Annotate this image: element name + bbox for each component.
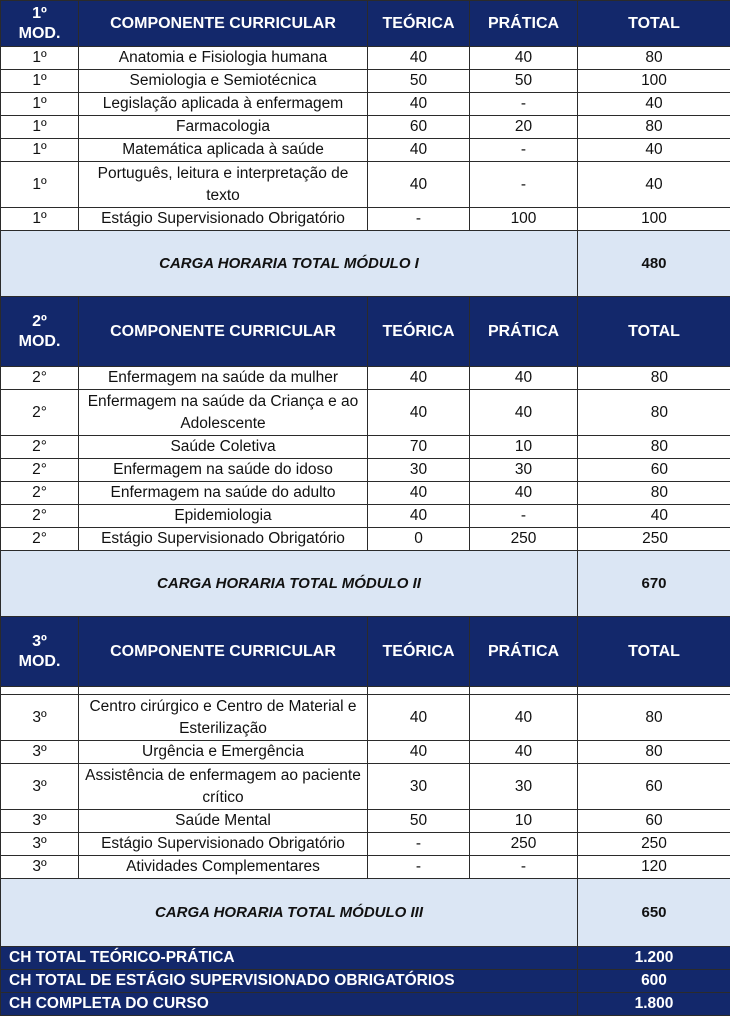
total-cell: 80 [578, 741, 730, 764]
teorica-cell: - [368, 208, 470, 231]
module-cell: 2° [1, 367, 79, 390]
spacer-cell [470, 687, 578, 695]
module-header-row [1, 617, 730, 687]
table-row [1, 764, 730, 810]
pratica-cell: - [470, 93, 578, 116]
teorica-header: TEÓRICA [368, 1, 470, 47]
module-cell: 2° [1, 505, 79, 528]
teorica-header: TEÓRICA [368, 297, 470, 367]
table-row [1, 47, 730, 70]
table-row [1, 208, 730, 231]
spacer-cell [578, 687, 730, 695]
componente-header: COMPONENTE CURRICULAR [79, 1, 368, 47]
module-summary-row [1, 879, 730, 947]
module-number-header [1, 617, 79, 687]
componente-cell: Assistência de enfermagem ao paciente crítico [79, 764, 368, 810]
module-abbrev: MOD. [18, 652, 61, 670]
total-cell: 40 [578, 162, 730, 208]
module-cell: 2° [1, 390, 79, 436]
pratica-cell: 40 [470, 47, 578, 70]
table-row [1, 741, 730, 764]
total-header: TOTAL [578, 617, 730, 687]
total-cell: 60 [578, 810, 730, 833]
componente-cell: Saúde Coletiva [79, 436, 368, 459]
course-total-label: CH TOTAL DE ESTÁGIO SUPERVISIONADO OBRIGATÓRIOS [1, 970, 578, 993]
teorica-header: TEÓRICA [368, 617, 470, 687]
componente-cell: Urgência e Emergência [79, 741, 368, 764]
pratica-cell: 20 [470, 116, 578, 139]
pratica-cell: - [470, 139, 578, 162]
teorica-cell: 40 [368, 367, 470, 390]
module-summary-total: 670 [578, 551, 730, 617]
pratica-cell: - [470, 162, 578, 208]
module-cell: 3º [1, 810, 79, 833]
teorica-cell: 40 [368, 390, 470, 436]
module-cell: 3º [1, 741, 79, 764]
pratica-header: PRÁTICA [470, 297, 578, 367]
teorica-cell: 40 [368, 162, 470, 208]
total-cell: 80 [578, 116, 730, 139]
course-total-row [1, 993, 730, 1016]
pratica-cell: 250 [470, 528, 578, 551]
componente-cell: Estágio Supervisionado Obrigatório [79, 528, 368, 551]
pratica-cell: 30 [470, 764, 578, 810]
teorica-cell: 40 [368, 47, 470, 70]
teorica-cell: 40 [368, 139, 470, 162]
pratica-cell: 30 [470, 459, 578, 482]
componente-cell: Centro cirúrgico e Centro de Material e Esterilização [79, 695, 368, 741]
pratica-header: PRÁTICA [470, 617, 578, 687]
componente-cell: Enfermagem na saúde do adulto [79, 482, 368, 505]
total-cell: 80 [578, 482, 730, 505]
componente-cell: Epidemiologia [79, 505, 368, 528]
componente-cell: Farmacologia [79, 116, 368, 139]
total-cell: 80 [578, 390, 730, 436]
module-cell: 2° [1, 528, 79, 551]
pratica-cell: 10 [470, 436, 578, 459]
total-cell: 60 [578, 764, 730, 810]
course-total-row [1, 970, 730, 993]
pratica-cell: - [470, 505, 578, 528]
table-row [1, 856, 730, 879]
module-cell: 3º [1, 764, 79, 810]
teorica-cell: 50 [368, 810, 470, 833]
table-row [1, 436, 730, 459]
componente-cell: Semiologia e Semiotécnica [79, 70, 368, 93]
spacer-cell [1, 687, 79, 695]
componente-cell: Enfermagem na saúde da mulher [79, 367, 368, 390]
total-cell: 100 [578, 208, 730, 231]
module-cell: 3º [1, 695, 79, 741]
table-row [1, 810, 730, 833]
table-row [1, 139, 730, 162]
teorica-cell: 40 [368, 741, 470, 764]
module-summary-row [1, 231, 730, 297]
module-abbrev: MOD. [18, 332, 61, 350]
module-cell: 3º [1, 856, 79, 879]
componente-cell: Estágio Supervisionado Obrigatório [79, 833, 368, 856]
spacer-row [1, 687, 730, 695]
table-row [1, 116, 730, 139]
module-cell: 1º [1, 208, 79, 231]
course-total-value: 600 [578, 970, 730, 993]
teorica-cell: 30 [368, 764, 470, 810]
module-cell: 1º [1, 116, 79, 139]
total-cell: 250 [578, 528, 730, 551]
table-row [1, 390, 730, 436]
componente-cell: Português, leitura e interpretação de texto [79, 162, 368, 208]
table-row [1, 505, 730, 528]
teorica-cell: 40 [368, 505, 470, 528]
module-number: 3º [32, 632, 47, 650]
module-summary-label: CARGA HORARIA TOTAL MÓDULO II [1, 551, 578, 617]
componente-header: COMPONENTE CURRICULAR [79, 297, 368, 367]
module-number-header [1, 1, 79, 47]
teorica-cell: 40 [368, 482, 470, 505]
total-cell: 40 [578, 93, 730, 116]
total-cell: 120 [578, 856, 730, 879]
table-row [1, 695, 730, 741]
total-cell: 40 [578, 139, 730, 162]
teorica-cell: 40 [368, 93, 470, 116]
componente-cell: Enfermagem na saúde do idoso [79, 459, 368, 482]
module-cell: 1º [1, 162, 79, 208]
spacer-cell [368, 687, 470, 695]
module-cell: 1º [1, 139, 79, 162]
total-cell: 60 [578, 459, 730, 482]
pratica-cell: 50 [470, 70, 578, 93]
componente-cell: Estágio Supervisionado Obrigatório [79, 208, 368, 231]
table-row [1, 367, 730, 390]
table-row [1, 162, 730, 208]
table-row [1, 482, 730, 505]
componente-header: COMPONENTE CURRICULAR [79, 617, 368, 687]
teorica-cell: 50 [368, 70, 470, 93]
module-summary-label: CARGA HORARIA TOTAL MÓDULO III [1, 879, 578, 947]
module-summary-row [1, 551, 730, 617]
course-total-value: 1.200 [578, 947, 730, 970]
module-cell: 1º [1, 47, 79, 70]
componente-cell: Atividades Complementares [79, 856, 368, 879]
module-summary-total: 650 [578, 879, 730, 947]
module-cell: 2° [1, 436, 79, 459]
teorica-cell: 70 [368, 436, 470, 459]
module-cell: 3º [1, 833, 79, 856]
componente-cell: Matemática aplicada à saúde [79, 139, 368, 162]
pratica-cell: 250 [470, 833, 578, 856]
total-cell: 80 [578, 695, 730, 741]
total-header: TOTAL [578, 297, 730, 367]
teorica-cell: - [368, 833, 470, 856]
module-cell: 2° [1, 459, 79, 482]
pratica-cell: 40 [470, 695, 578, 741]
module-cell: 1º [1, 70, 79, 93]
module-cell: 1º [1, 93, 79, 116]
pratica-cell: - [470, 856, 578, 879]
module-header-row [1, 297, 730, 367]
total-cell: 250 [578, 833, 730, 856]
total-cell: 40 [578, 505, 730, 528]
teorica-cell: 40 [368, 695, 470, 741]
module-header-row [1, 1, 730, 47]
course-total-label: CH COMPLETA DO CURSO [1, 993, 578, 1016]
course-total-value: 1.800 [578, 993, 730, 1016]
pratica-cell: 40 [470, 482, 578, 505]
total-cell: 80 [578, 367, 730, 390]
pratica-cell: 10 [470, 810, 578, 833]
module-number-header [1, 297, 79, 367]
module-summary-label: CARGA HORARIA TOTAL MÓDULO I [1, 231, 578, 297]
module-number: 2º [32, 312, 47, 330]
pratica-cell: 40 [470, 367, 578, 390]
total-header: TOTAL [578, 1, 730, 47]
module-number: 1º [32, 4, 47, 22]
total-cell: 80 [578, 436, 730, 459]
teorica-cell: 30 [368, 459, 470, 482]
teorica-cell: 0 [368, 528, 470, 551]
teorica-cell: 60 [368, 116, 470, 139]
total-cell: 80 [578, 47, 730, 70]
componente-cell: Legislação aplicada à enfermagem [79, 93, 368, 116]
pratica-cell: 40 [470, 741, 578, 764]
table-row [1, 70, 730, 93]
componente-cell: Saúde Mental [79, 810, 368, 833]
total-cell: 100 [578, 70, 730, 93]
table-row [1, 528, 730, 551]
spacer-cell [79, 687, 368, 695]
course-total-label: CH TOTAL TEÓRICO-PRÁTICA [1, 947, 578, 970]
teorica-cell: - [368, 856, 470, 879]
course-total-row [1, 947, 730, 970]
module-abbrev: MOD. [18, 24, 61, 42]
componente-cell: Enfermagem na saúde da Criança e ao Adolescente [79, 390, 368, 436]
table-row [1, 93, 730, 116]
module-summary-total: 480 [578, 231, 730, 297]
pratica-cell: 40 [470, 390, 578, 436]
module-cell: 2° [1, 482, 79, 505]
table-row [1, 459, 730, 482]
pratica-cell: 100 [470, 208, 578, 231]
componente-cell: Anatomia e Fisiologia humana [79, 47, 368, 70]
table-row [1, 833, 730, 856]
pratica-header: PRÁTICA [470, 1, 578, 47]
